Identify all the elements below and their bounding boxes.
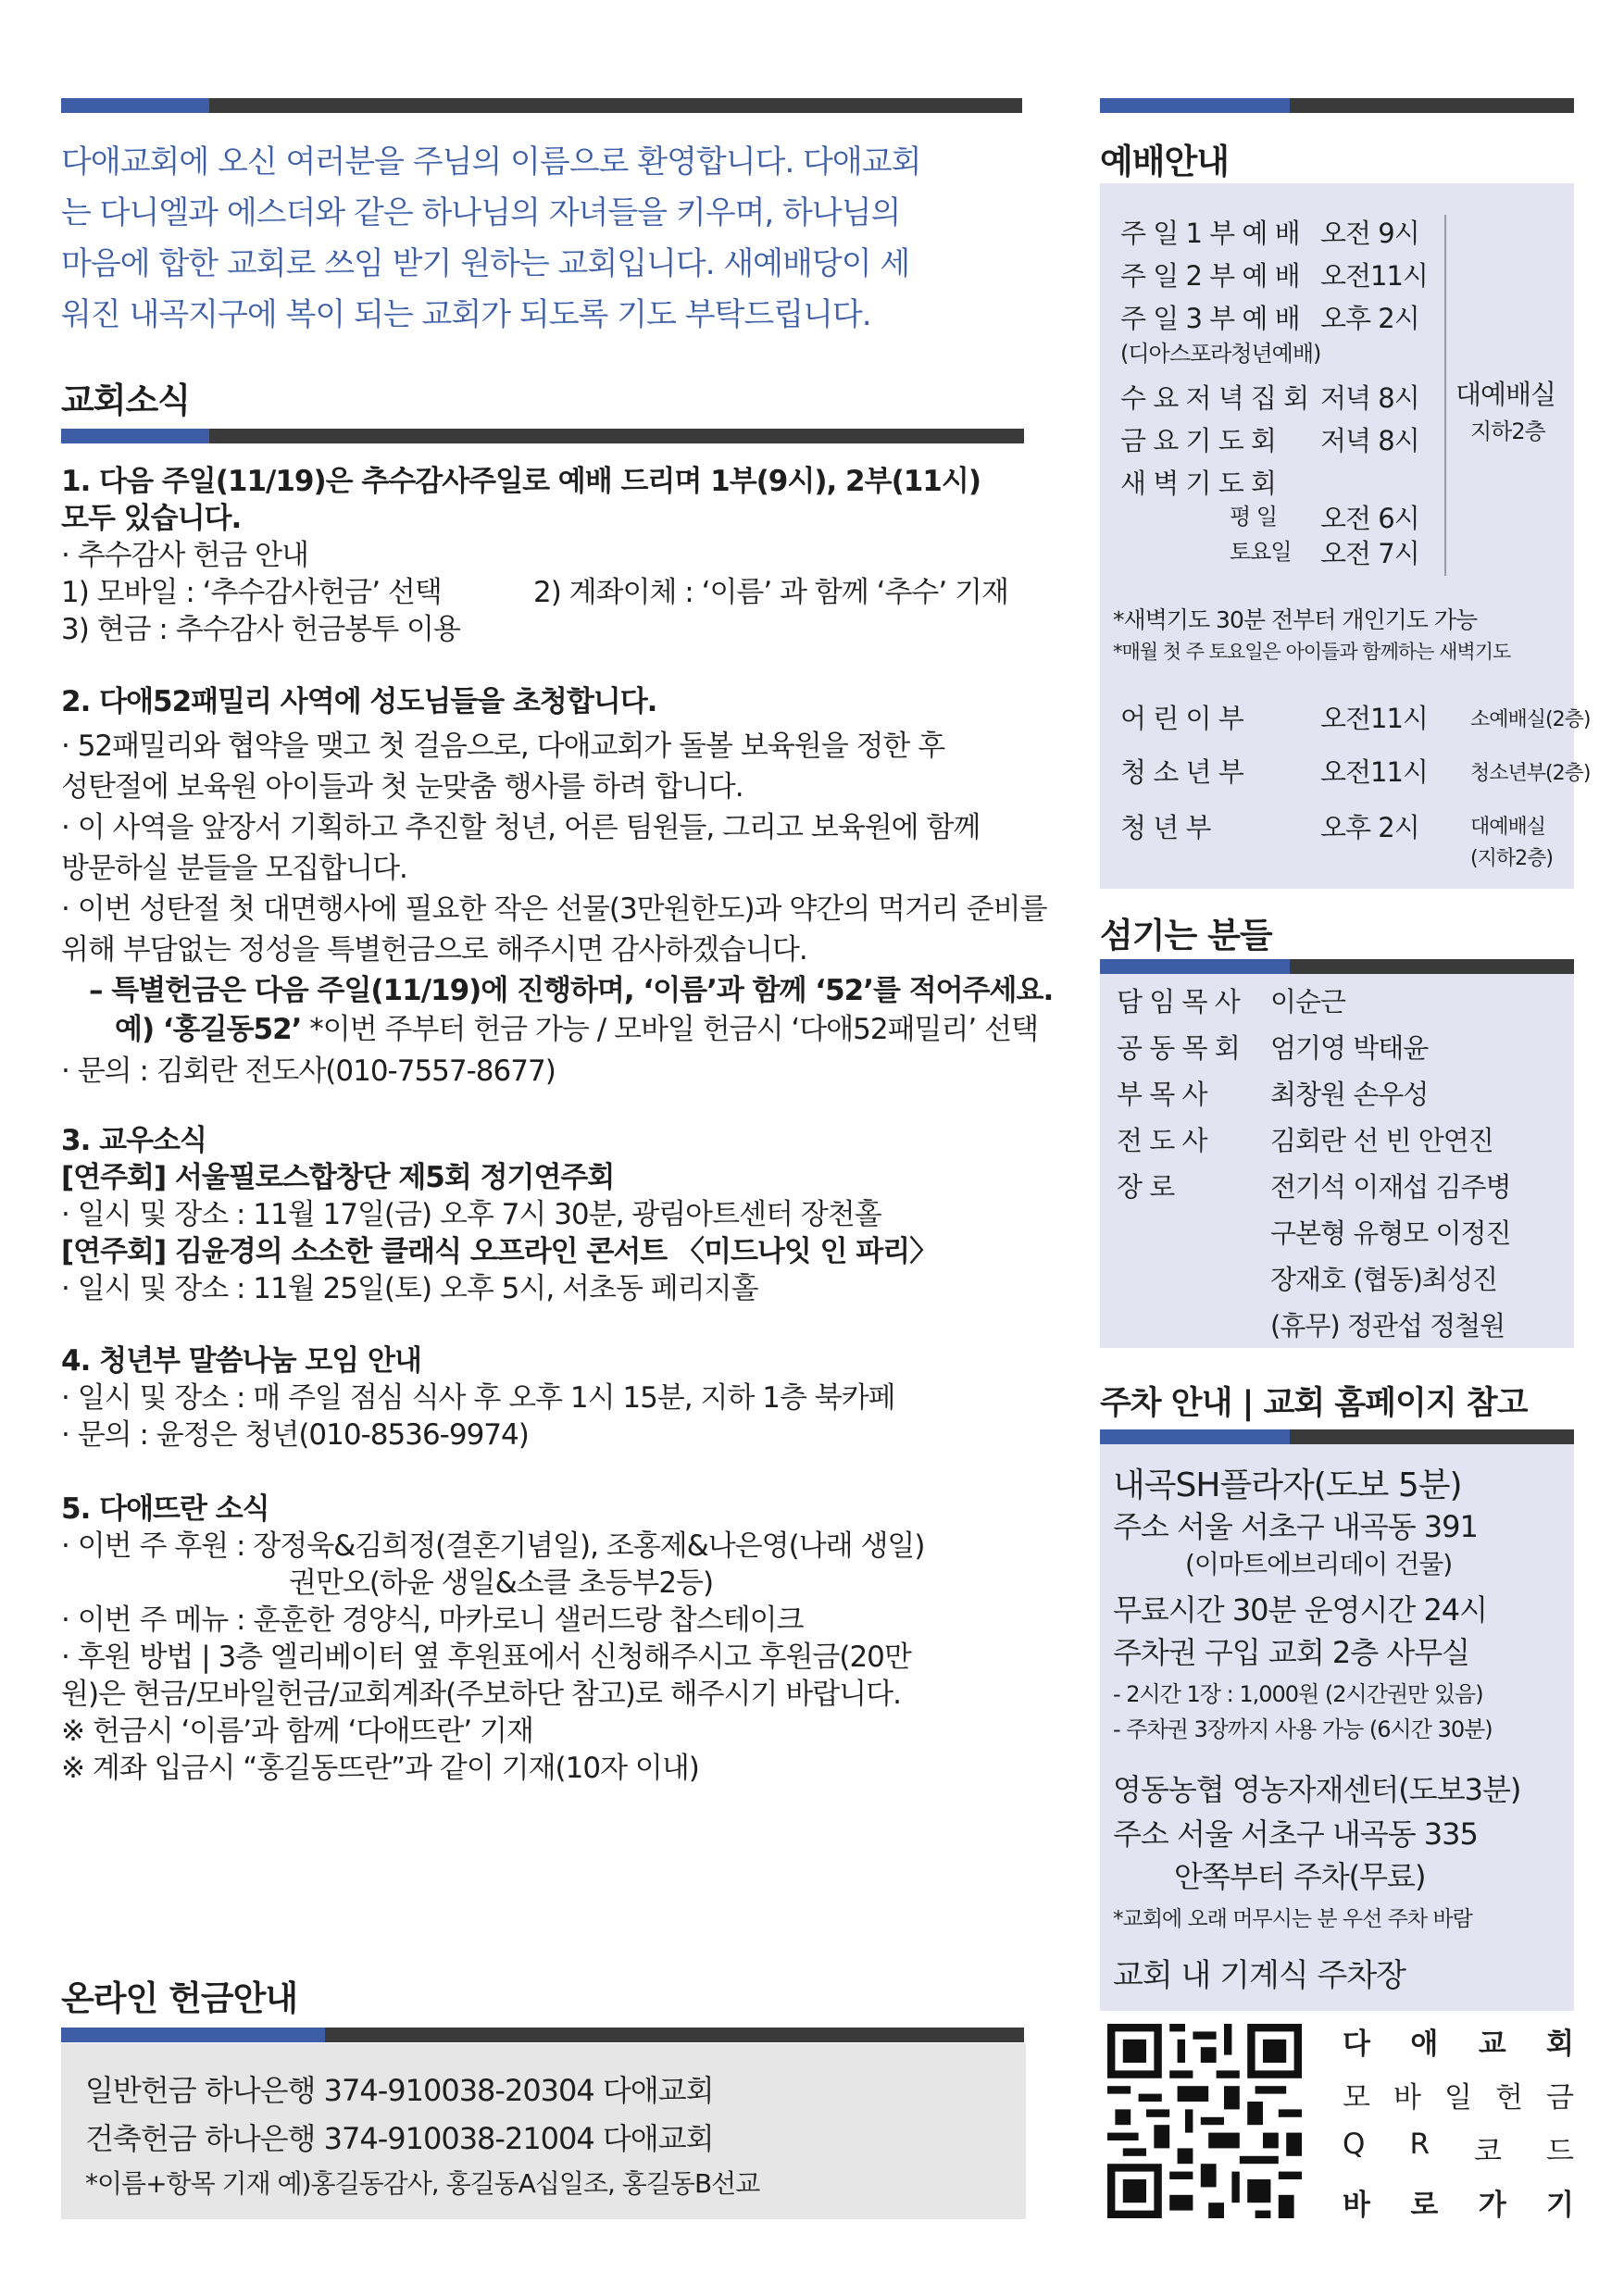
servants-panel: [1100, 974, 1574, 1348]
servant-role: 공 동 목 회: [1117, 1032, 1240, 1064]
worship-name: 금 요 기 도 회: [1120, 425, 1276, 456]
qr-caption-line: [1343, 2074, 1574, 2128]
servants-title: 섬기는 분들: [1100, 916, 1272, 955]
qr-char: 일: [1444, 2081, 1472, 2115]
servant-names: (휴무) 정관섭 정철원: [1270, 1310, 1505, 1341]
welcome-line: 다애교회에 오신 여러분을 주님의 이름으로 환영합니다. 다애교회: [61, 144, 921, 181]
worship-row: [1120, 378, 1419, 416]
qr-char: 바: [1343, 2189, 1370, 2222]
servant-names: 김회란 선 빈 안연진: [1270, 1125, 1493, 1156]
parking-1-address-2: (이마트에브리데이 건물): [1185, 1549, 1453, 1579]
news-2-line: 성탄절에 보육원 아이들과 첫 눈맞춤 행사를 하려 합니다.: [61, 770, 743, 804]
parking-2-note-2: *교회에 오래 머무시는 분 우선 주차 바람: [1113, 1907, 1472, 1931]
parking-3-title: 교회 내 기계식 주차장: [1113, 1957, 1406, 1994]
qr-char: 교: [1478, 2028, 1506, 2061]
news-3-concert-1: [연주회] 서울필로스합창단 제5회 정기연주회: [61, 1161, 615, 1194]
worship-place: 대예배실: [1455, 379, 1556, 410]
dept-place: 소예배실(2층): [1470, 708, 1591, 731]
worship-time: 오전11시: [1320, 260, 1428, 292]
qr-char: 헌: [1495, 2081, 1523, 2115]
servant-role: 부 목 사: [1117, 1079, 1207, 1110]
worship-row-3-note: (디아스포라청년예배): [1120, 341, 1321, 367]
qr-char: 로: [1410, 2189, 1439, 2222]
servant-names: 장재호 (협동)최성진: [1270, 1264, 1497, 1295]
worship-row: [1120, 298, 1419, 336]
news-1-options: [61, 574, 1033, 611]
worship-row: [1120, 256, 1428, 293]
dept-place: 청소년부(2층): [1470, 762, 1591, 785]
news-5-note-2: ※ 계좌 입금시 “홍길동뜨란”과 같이 기재(10자 이내): [61, 1752, 699, 1785]
news-2-headline: 2. 다애52패밀리 사역에 성도님들을 초청합니다.: [61, 685, 657, 718]
parking-1-note-2: - 주차권 3장까지 사용 가능 (6시간 30분): [1113, 1716, 1493, 1742]
worship-dawn: 새 벽 기 도 회: [1120, 468, 1276, 499]
worship-dawn-day: 평 일: [1230, 504, 1277, 530]
news-1-transfer: 2) 계좌이체 : ‘이름’ 과 함께 ‘추수’ 기재: [533, 576, 1008, 609]
worship-title: 예배안내: [1100, 142, 1229, 181]
parking-1-address: 주소 서울 서초구 내곡동 391: [1113, 1509, 1478, 1544]
news-body: [61, 463, 1054, 1787]
qr-char: 애: [1410, 2028, 1439, 2061]
news-1-offering: · 추수감사 헌금 안내: [61, 539, 308, 572]
servant-names: 구본형 유형모 이정진: [1270, 1217, 1511, 1249]
servant-role: 장 로: [1117, 1171, 1175, 1203]
worship-place-floor: 지하2층: [1470, 418, 1545, 444]
qr-char: R: [1409, 2128, 1430, 2161]
dept-place-floor: (지하2층): [1470, 847, 1553, 870]
news-5-method: · 후원 방법 | 3층 엘리베이터 옆 후원표에서 신청해주시고 후원금(20만: [61, 1641, 911, 1674]
online-line-2: 건축헌금 하나은행 374-910038-21004 다애교회: [85, 2121, 714, 2156]
parking-2-title: 영동농협 영농자재센터(도보3분): [1113, 1772, 1521, 1807]
worship-time: 오후 2시: [1320, 303, 1419, 334]
news-2-example-note: *이번 주부터 헌금 가능 / 모바일 헌금시 ‘다애52패밀리’ 선택: [301, 1013, 1039, 1046]
online-line-1: 일반헌금 하나은행 374-910038-20304 다애교회: [85, 2073, 714, 2108]
worship-time: 오전 6시: [1320, 503, 1419, 534]
servants-divider: [1100, 959, 1574, 974]
servant-names: 최창원 손우성: [1270, 1079, 1429, 1110]
worship-note-1: *새벽기도 30분 전부터 개인기도 가능: [1113, 606, 1478, 633]
news-2-line: · 이번 성탄절 첫 대면행사에 필요한 작은 선물(3만원한도)과 약간의 먹거리 준비를: [61, 892, 1047, 926]
news-4-info: · 일시 및 장소 : 매 주일 점심 식사 후 오후 1시 15분, 지하 1층 북카페: [61, 1381, 895, 1415]
news-5-headline: 5. 다애뜨란 소식: [61, 1492, 269, 1526]
parking-2-address: 주소 서울 서초구 내곡동 335: [1113, 1816, 1478, 1852]
servant-role: 담 임 목 사: [1117, 986, 1240, 1017]
dept-name: 청 소 년 부: [1120, 756, 1243, 788]
worship-dawn-row: [1230, 498, 1419, 534]
news-divider: [61, 429, 1024, 443]
parking-panel: [1100, 1444, 1574, 2011]
worship-divider-line: [1444, 215, 1446, 576]
news-3-concert-2-info: · 일시 및 장소 : 11월 25일(토) 오후 5시, 서초동 페리지홀: [61, 1272, 758, 1305]
dept-row: [1120, 698, 1591, 736]
welcome-line: 는 다니엘과 에스더와 같은 하나님의 자녀들을 키우며, 하나님의: [61, 194, 901, 231]
parking-2-note: 안쪽부터 주차(무료): [1174, 1859, 1426, 1894]
qr-char: 다: [1343, 2028, 1370, 2061]
qr-char: 기: [1546, 2189, 1574, 2222]
news-2-contact: · 문의 : 김회란 전도사(010-7557-8677): [61, 1054, 556, 1088]
servant-names: 엄기영 박태윤: [1270, 1032, 1429, 1064]
servant-row: [1117, 1074, 1429, 1112]
servant-row: [1117, 1028, 1429, 1066]
news-title: 교회소식: [61, 381, 190, 420]
qr-char: 코: [1474, 2135, 1502, 2168]
welcome-line: 워진 내곡지구에 복이 되는 교회가 되도록 기도 부탁드립니다.: [61, 296, 871, 333]
dept-name: 어 린 이 부: [1120, 703, 1243, 734]
dept-row: [1120, 752, 1591, 790]
servant-row: [1117, 981, 1346, 1019]
worship-name: 주 일 2 부 예 배: [1120, 260, 1300, 292]
servant-row: [1117, 1167, 1511, 1204]
news-1-mobile: 1) 모바일 : ‘추수감사헌금’ 선택: [61, 576, 442, 609]
servant-names: 이순근: [1270, 986, 1346, 1017]
qr-caption-line: [1343, 2020, 1574, 2074]
worship-time: 저녁 8시: [1320, 382, 1419, 414]
parking-1-ticket: 주차권 구입 교회 2층 사무실: [1113, 1635, 1470, 1670]
news-2-example: [61, 1011, 1039, 1048]
worship-row: [1120, 213, 1419, 251]
dept-time: 오후 2시: [1320, 812, 1419, 843]
news-3-concert-1-info: · 일시 및 장소 : 11월 17일(금) 오후 7시 30분, 광림아트센터 장천홀: [61, 1198, 881, 1231]
news-2-line: 방문하실 분들을 모집합니다.: [61, 852, 407, 885]
news-3-concert-2: [연주회] 김윤경의 소소한 클래식 오프라인 콘서트 〈미드나잇 인 파리〉: [61, 1235, 938, 1268]
dept-name: 청 년 부: [1120, 812, 1211, 843]
servant-row: [1117, 1120, 1493, 1158]
top-divider-right: [1100, 98, 1574, 113]
news-5-sponsor-2: 권만오(하윤 생일&소클 초등부2등): [289, 1566, 714, 1600]
servant-names: 전기석 이재섭 김주병: [1270, 1171, 1511, 1203]
qr-char: 바: [1393, 2081, 1421, 2115]
qr-char: 모: [1343, 2081, 1370, 2115]
news-5-menu: · 이번 주 메뉴 : 훈훈한 경양식, 마카로니 샐러드랑 찹스테이크: [61, 1603, 804, 1637]
online-offering-title: 온라인 헌금안내: [61, 1978, 298, 2018]
qr-char: 회: [1546, 2028, 1574, 2061]
news-2-line: 위해 부담없는 정성을 특별헌금으로 해주시면 감사하겠습니다.: [61, 933, 807, 967]
worship-name: 주 일 3 부 예 배: [1120, 303, 1300, 334]
worship-name: 수 요 저 녁 집 회: [1120, 382, 1309, 414]
worship-note-2: *매월 첫 주 토요일은 아이들과 함께하는 새벽기도: [1113, 641, 1511, 663]
dept-time: 오전11시: [1320, 703, 1428, 734]
parking-divider: [1100, 1429, 1574, 1444]
worship-panel: [1100, 183, 1591, 889]
worship-time: 저녁 8시: [1320, 425, 1419, 456]
dept-row: [1120, 807, 1553, 870]
welcome-message: [61, 137, 1033, 341]
news-5-note-1: ※ 헌금시 ‘이름’과 함께 ‘다애뜨란’ 기재: [61, 1715, 533, 1748]
qr-code-icon[interactable]: [1107, 2024, 1302, 2218]
news-3-headline: 3. 교우소식: [61, 1124, 206, 1157]
welcome-line: 마음에 합한 교회로 쓰임 받기 원하는 교회입니다. 새예배당이 세: [61, 245, 910, 282]
news-5-sponsor: · 이번 주 후원 : 장정욱&김희정(결혼기념일), 조홍제&나은영(나래 생일): [61, 1529, 925, 1563]
servant-role: 전 도 사: [1117, 1125, 1207, 1156]
qr-char: 드: [1546, 2135, 1574, 2168]
parking-title: 주차 안내 | 교회 홈페이지 참고: [1100, 1385, 1528, 1422]
dept-place: 대예배실: [1470, 816, 1546, 839]
worship-dawn-row: [1230, 533, 1419, 569]
top-divider-left: [61, 98, 1022, 113]
news-4-contact: · 문의 : 윤정은 청년(010-8536-9974): [61, 1418, 529, 1452]
online-offering-box: [61, 2043, 1026, 2219]
news-5-method-2: 원)은 현금/모바일헌금/교회계좌(주보하단 참고)로 해주시기 바랍니다.: [61, 1678, 901, 1711]
parking-1-title: 내곡SH플라자(도보 5분): [1113, 1466, 1462, 1504]
qr-caption[interactable]: [1343, 2020, 1574, 2235]
news-2-line: · 52패밀리와 협약을 맺고 첫 걸음으로, 다애교회가 돌볼 보육원을 정한 후: [61, 730, 945, 763]
news-2-example-name: 예) ‘홍길동52’: [115, 1013, 302, 1046]
online-divider: [61, 2028, 1024, 2042]
qr-char: 가: [1478, 2189, 1506, 2222]
news-1-headline: 1. 다음 주일(11/19)은 추수감사주일로 예배 드리며 1부(9시), 2부(11시): [61, 465, 981, 498]
news-4-headline: 4. 청년부 말씀나눔 모임 안내: [61, 1344, 421, 1378]
worship-dawn-day: 토요일: [1230, 539, 1292, 565]
parking-1-note-1: - 2시간 1장 : 1,000원 (2시간권만 있음): [1113, 1681, 1483, 1707]
worship-row: [1120, 420, 1419, 458]
qr-char: Q: [1343, 2128, 1366, 2161]
worship-time: 오전 9시: [1320, 218, 1419, 249]
worship-name: 주 일 1 부 예 배: [1120, 218, 1300, 249]
news-1-headline-2: 모두 있습니다.: [61, 502, 242, 535]
news-1-cash: 3) 현금 : 추수감사 헌금봉투 이용: [61, 613, 460, 646]
news-2-special: – 특별헌금은 다음 주일(11/19)에 진행하며, ‘이름’과 함께 ‘52’를 적어주세요.: [89, 974, 1054, 1007]
news-2-line: · 이 사역을 앞장서 기획하고 추진할 청년, 어른 팀원들, 그리고 보육원에 함께: [61, 811, 981, 844]
worship-time: 오전 7시: [1320, 538, 1419, 569]
qr-caption-line: [1343, 2128, 1574, 2181]
qr-caption-line: [1343, 2181, 1574, 2235]
online-line-3: *이름+항목 기재 예)홍길동감사, 홍길동A십일조, 홍길동B선교: [85, 2168, 760, 2199]
dept-time: 오전11시: [1320, 756, 1428, 788]
parking-1-time: 무료시간 30분 운영시간 24시: [1113, 1592, 1488, 1628]
qr-char: 금: [1546, 2081, 1574, 2115]
